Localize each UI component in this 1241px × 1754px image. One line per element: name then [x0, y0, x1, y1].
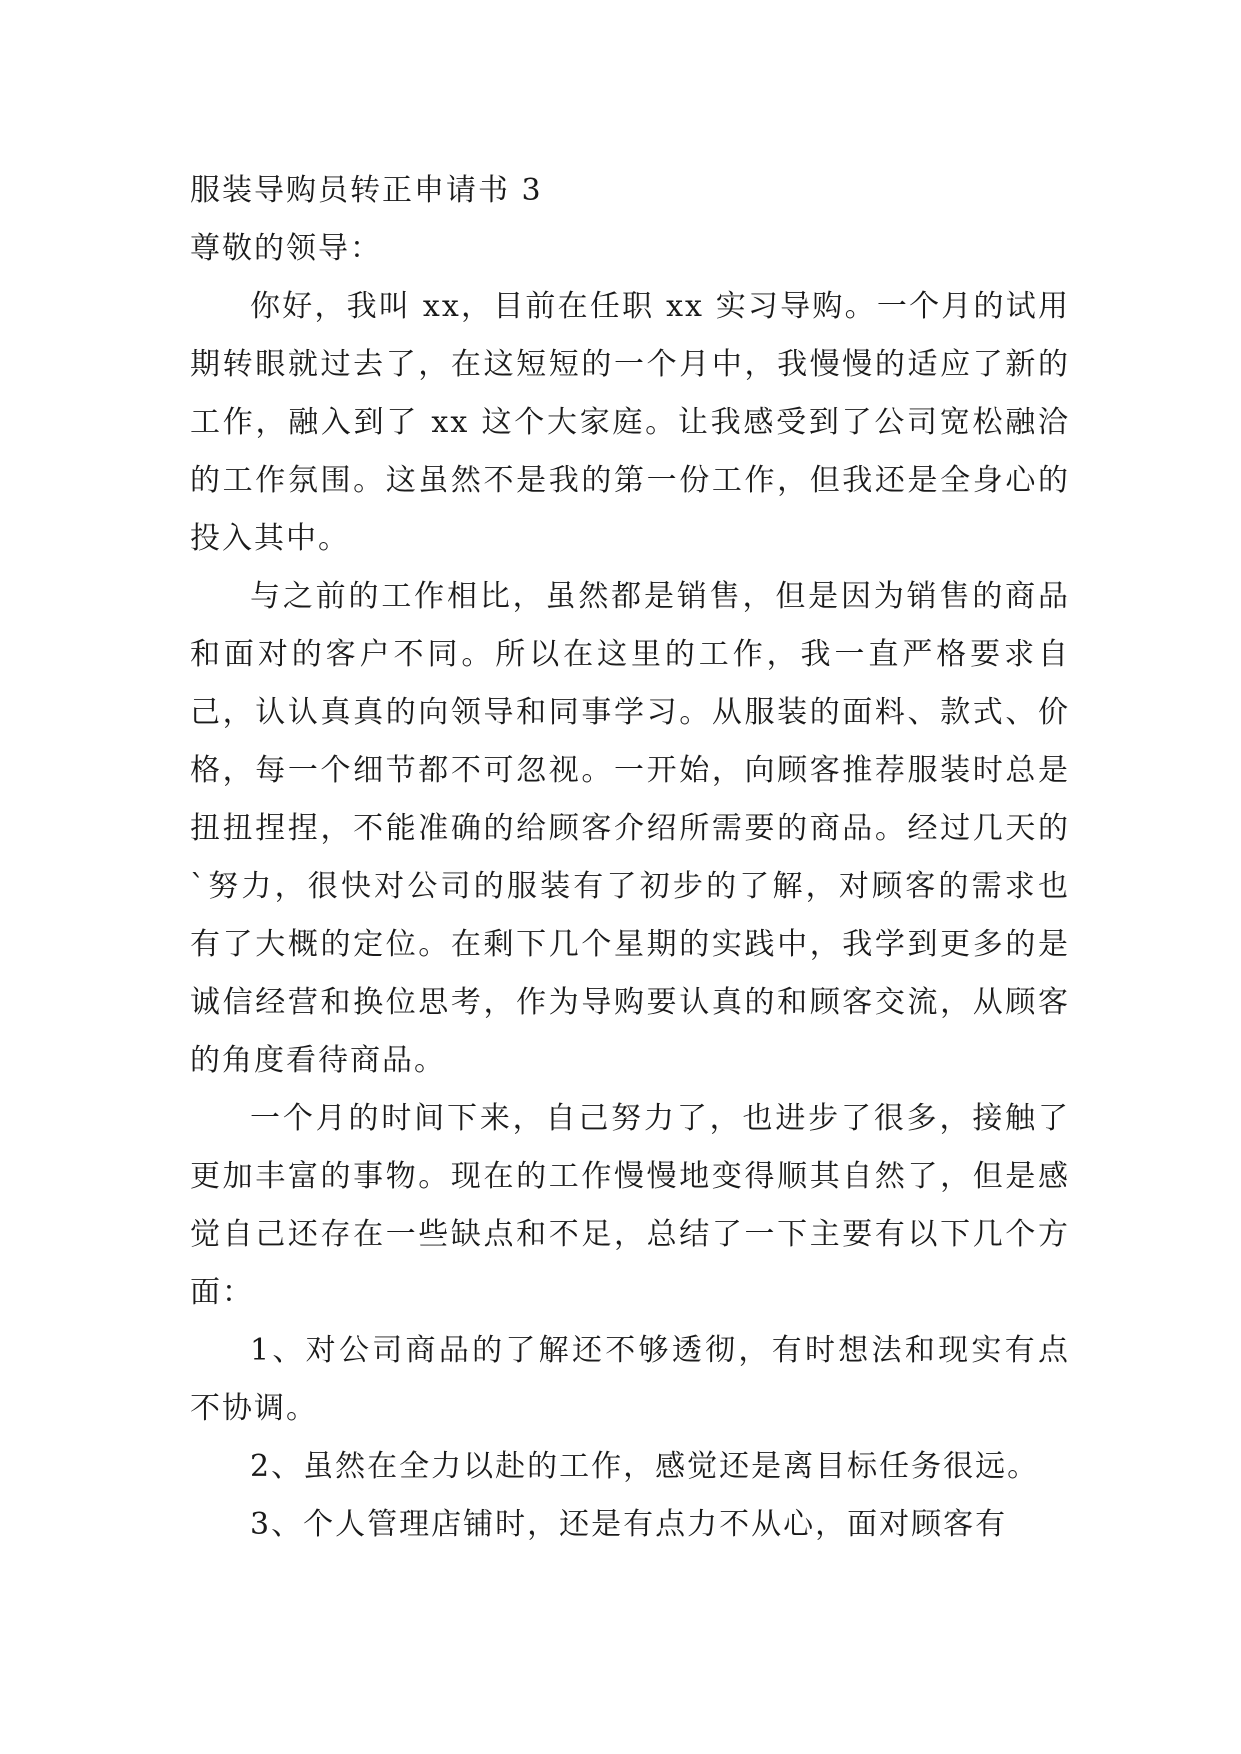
salutation: 尊敬的领导： [190, 231, 382, 266]
paragraph-3: 一个月的时间下来，自己努力了，也进步了很多，接触了更加丰富的事物。现在的工作慢慢地变得顺其自然了，但是感觉自己还存在一些缺点和不足，总结了一下主要有以下几个方面： [190, 1101, 1070, 1310]
paragraph-1: 你好，我叫 xx，目前在任职 xx 实习导购。一个月的试用期转眼就过去了，在这短短的一个月中，我慢慢的适应了新的工作，融入到了 xx 这个大家庭。让我感受到了公司宽松融洽的工作氛围。这虽然不是我的第一份工作，但我还是全身心的投入其中。 [190, 289, 1070, 556]
document-title: 服装导购员转正申请书 3 [190, 173, 543, 208]
list-item-2: 2、虽然在全力以赴的工作，感觉还是离目标任务很远。 [250, 1449, 1040, 1484]
list-item-1: 1、对公司商品的了解还不够透彻，有时想法和现实有点不协调。 [190, 1333, 1070, 1426]
paragraph-2: 与之前的工作相比，虽然都是销售，但是因为销售的商品和面对的客户不同。所以在这里的工作，我一直严格要求自己，认认真真的向领导和同事学习。从服装的面料、款式、价格，每一个细节都不可忽视。一开始，向顾客推荐服装时总是扭扭捏捏，不能准确的给顾客介绍所需要的商品。经过几天的`努力，很快对公司的服装有了初步的了解，对顾客的需求也有了大概的定位。在剩下几个星期的实践中，我学到更多的是诚信经营和换位思考，作为导购要认真的和顾客交流，从顾客的角度看待商品。 [190, 579, 1070, 1078]
document-body [190, 162, 1070, 1554]
list-item-3: 3、个人管理店铺时，还是有点力不从心，面对顾客有 [250, 1507, 1008, 1542]
